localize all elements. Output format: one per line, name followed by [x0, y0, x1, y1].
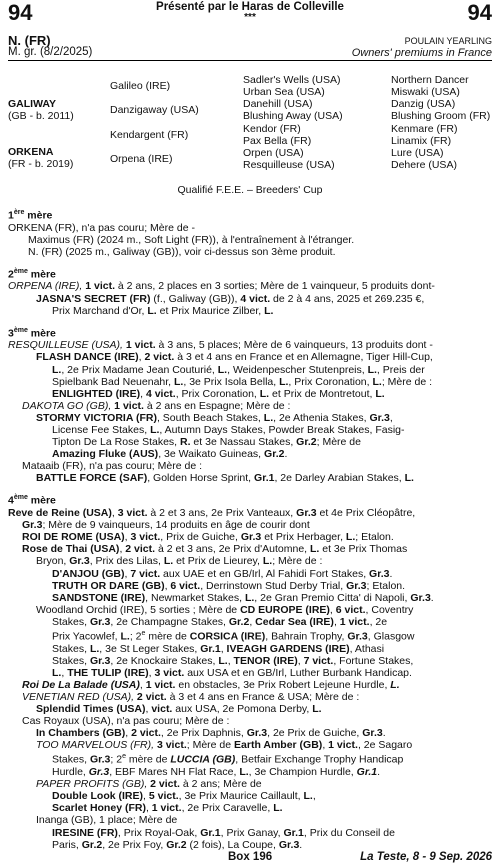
pedigree-gen3: Orpen (USA): [243, 147, 304, 159]
box-number: Box 196: [228, 851, 273, 863]
family-line: DAKOTA GO (GB), 1 vict. à 2 ans en Espagne; Mère de :: [22, 399, 291, 412]
family-line: L., 2e Prix Madame Jean Couturié, L., Weidenpescher Stutenpreis, L., Preis der: [52, 363, 425, 376]
pedigree-gen3: Sadler's Wells (USA): [243, 74, 341, 86]
family-line: TRUTH OR DARE (GB), 6 vict., Derrinstown Stud Derby Trial, Gr.3; Etalon.: [52, 579, 406, 592]
family-line: Hurdle, Gr.3, EBF Mares NH Flat Race, L., 3e Champion Hurdle, Gr.1.: [52, 766, 381, 779]
pedigree-gen3: Urban Sea (USA): [243, 86, 325, 98]
family-text: [8, 207, 494, 851]
owners-premiums-note: Owners' premiums in France: [351, 47, 492, 59]
pedigree-gen4: Dehere (USA): [391, 159, 457, 171]
family-line: Amazing Fluke (AUS), 3e Waikato Guineas, Gr.2.: [52, 448, 288, 461]
pedigree-gen2: Galileo (IRE): [110, 80, 171, 92]
sale-location-date: La Teste, 8 - 9 Sep. 2026: [360, 851, 492, 863]
family-line: ORPENA (IRE), 1 vict. à 2 ans, 2 places en 3 sorties; Mère de 1 vainqueur, 5 produits dont-: [8, 280, 435, 293]
family-line: TOO MARVELOUS (FR), 3 vict.; Mère de Earth Amber (GB), 1 vict., 2e Sagaro: [36, 739, 413, 752]
family-line: Scarlet Honey (FR), 1 vict., 2e Prix Caravelle, L.: [52, 802, 283, 815]
horse-category-tag: POULAIN YEARLING: [404, 36, 492, 46]
pedigree-gen4: Lure (USA): [391, 147, 444, 159]
family-line: N. (FR) (2025 m., Galiway (GB)), voir ci-dessus son 3ème produit.: [28, 245, 336, 258]
horse-name: N. (FR): [8, 33, 51, 48]
pedigree-gen3: Pax Bella (FR): [243, 135, 312, 147]
family-line: License Fee Stakes, L., Autumn Days Stakes, Powder Break Stakes, Fasig-: [52, 424, 405, 436]
family-line: Stakes, L., 3e St Leger Stakes, Gr.1, IVEAGH GARDENS (IRE), Athasi: [52, 642, 385, 655]
section-title-second-dam: 2ème mère: [8, 267, 56, 281]
family-line: Paris, Gr.2, 2e Prix Foy, Gr.2 (2 fois), La Coupe, Gr.3.: [52, 838, 303, 851]
lot-number-right: 94: [467, 0, 492, 25]
horse-sub-row: [8, 46, 492, 61]
pedigree-gen4: Northern Dancer: [391, 74, 469, 86]
pedigree-gen2: Kendargent (FR): [110, 129, 189, 141]
family-line: Cas Royaux (USA), n'a pas couru; Mère de :: [22, 715, 230, 728]
lot-number-left: 94: [8, 0, 33, 25]
family-line: Maximus (FR) (2024 m., Soft Light (FR)), à l'entraînement à l'étranger.: [28, 233, 355, 246]
family-line: Prix Yacowlef, L.; 2e mère de CORSICA (IRE), Bahrain Trophy, Gr.3, Glasgow: [52, 630, 415, 643]
family-line: Double Look (IRE), 5 vict., 3e Prix Maurice Caillault, L.,: [52, 790, 316, 803]
sire-info: (GB - b. 2011): [8, 110, 74, 122]
family-line: IRESINE (FR), Prix Royal-Oak, Gr.1, Prix Ganay, Gr.1, Prix du Conseil de: [52, 826, 395, 839]
family-line: RESQUILLEUSE (USA), 1 vict. à 3 ans, 5 places; Mère de 6 vainqueurs, 13 produits dont -: [8, 339, 433, 352]
family-line: Gr.3; Mère de 9 vainqueurs, 14 produits en âge de courir dont: [22, 519, 310, 532]
section-title-first-dam: 1ère mère: [8, 209, 53, 222]
family-line: ENLIGHTED (IRE), 4 vict., Prix Coronation, L. et Prix de Montretout, L.: [52, 387, 385, 400]
pedigree-gen3: Blushing Away (USA): [243, 110, 343, 122]
consignor-title: Présenté par le Haras de Colleville: [156, 1, 344, 13]
family-line: Splendid Times (USA), vict. aux USA, 2e Pomona Derby, L.: [36, 703, 322, 716]
family-line: Spielbank Bad Neuenahr, L., 3e Prix Isola Bella, L., Prix Coronation, L.; Mère de :: [52, 375, 433, 388]
pedigree-gen3: Resquilleuse (USA): [243, 159, 335, 171]
family-line: Reve de Reine (USA), 3 vict. à 2 et 3 ans, 2e Prix Vanteaux, Gr.3 et 4e Prix Cléopâtre,: [8, 507, 416, 520]
pedigree-gen4: Blushing Groom (FR): [391, 110, 491, 122]
dam-name: ORKENA: [8, 146, 54, 158]
family-line: Stakes, Gr.3, 2e Champagne Stakes, Gr.2, Cedar Sea (IRE), 1 vict., 2e: [52, 615, 388, 628]
pedigree-gen4: Danzig (USA): [391, 98, 456, 110]
family-line: Woodland Orchid (IRE), 5 sorties ; Mère de CD EUROPE (IRE), 6 vict., Coventry: [36, 603, 414, 616]
family-line: JASNA'S SECRET (FR) (f., Galiway (GB)), 4 vict. de 2 à 4 ans, 2025 et 269.235 €,: [36, 292, 425, 305]
section-title-third-dam: 3ème mère: [8, 326, 56, 340]
sire-name: GALIWAY: [8, 98, 57, 110]
family-line: In Chambers (GB), 2 vict., 2e Prix Daphnis, Gr.3, 2e Prix de Guiche, Gr.3.: [36, 727, 386, 740]
pedigree-gen4: Linamix (FR): [391, 135, 452, 147]
pedigree-gen4: Miswaki (USA): [391, 86, 460, 98]
family-line: BATTLE FORCE (SAF), Golden Horse Sprint, Gr.1, 2e Darley Arabian Stakes, L.: [36, 472, 414, 485]
pedigree-gen2: Orpena (IRE): [110, 153, 173, 165]
family-line: Stakes, Gr.3; 2e mère de LUCCIA (GB), Betfair Exchange Trophy Handicap: [52, 753, 404, 766]
section-title-fourth-dam: 4ème mère: [8, 494, 56, 507]
family-line: Roi De La Balade (USA), 1 vict. en obstacles, 3e Prix Robert Lejeune Hurdle, L.: [22, 678, 400, 691]
pedigree-gen4: Kenmare (FR): [391, 123, 458, 135]
dam-info: (FR - b. 2019): [8, 158, 74, 170]
pedigree-gen2: Danzigaway (USA): [110, 104, 199, 116]
family-line: SANDSTONE (IRE), Newmarket Stakes, L., 2e Gran Premio Citta' di Napoli, Gr.3.: [52, 591, 434, 604]
pedigree-gen3: Kendor (FR): [243, 123, 301, 135]
pedigree-gen3: Danehill (USA): [243, 98, 313, 110]
family-line: FLASH DANCE (IRE), 2 vict. à 3 et 4 ans en France et en Allemagne, Tiger Hill-Cup,: [36, 351, 433, 364]
family-line: Stakes, Gr.3, 2e Knockaire Stakes, L., TENOR (IRE), 7 vict., Fortune Stakes,: [52, 654, 414, 667]
family-line: Bryon, Gr.3, Prix des Lilas, L. et Prix de Lieurey, L.; Mère de :: [36, 555, 323, 568]
family-line: Inanga (GB), 1 place; Mère de: [36, 814, 178, 827]
family-line: PAPER PROFITS (GB), 2 vict. à 2 ans; Mère de: [36, 778, 262, 791]
family-line: ROI DE ROME (USA), 3 vict., Prix de Guiche, Gr.3 et Prix Herbager, L.; Etalon.: [22, 531, 394, 544]
family-line: STORMY VICTORIA (FR), South Beach Stakes, L., 2e Athenia Stakes, Gr.3,: [36, 411, 393, 424]
family-line: Tipton De La Rose Stakes, R. et 3e Nassau Stakes, Gr.2; Mère de: [52, 436, 361, 449]
family-line: VENETIAN RED (USA), 2 vict. à 3 et 4 ans en France & USA; Mère de :: [22, 690, 360, 703]
family-line: D'ANJOU (GB), 7 vict. aux UAE et en GB/Irl, Al Fahidi Fort Stakes, Gr.3.: [52, 567, 393, 580]
consignor-stars: ***: [244, 12, 256, 23]
family-line: Mataaib (FR), n'a pas couru; Mère de :: [22, 460, 202, 473]
qualification-note: Qualifié F.E.E. – Breeders' Cup: [177, 184, 323, 196]
horse-description: M. gr. (8/2/2025): [8, 46, 93, 58]
family-line: Prix Marchand d'Or, L. et Prix Maurice Zilber, L.: [52, 304, 274, 317]
family-line: L., THE TULIP (IRE), 3 vict. aux USA et en GB/Irl, Luther Burbank Handicap.: [52, 666, 412, 679]
family-line: ORKENA (FR), n'a pas couru; Mère de -: [8, 221, 195, 234]
family-line: Rose de Thai (USA), 2 vict. à 2 et 3 ans, 2e Prix d'Automne, L. et 3e Prix Thomas: [22, 543, 408, 556]
